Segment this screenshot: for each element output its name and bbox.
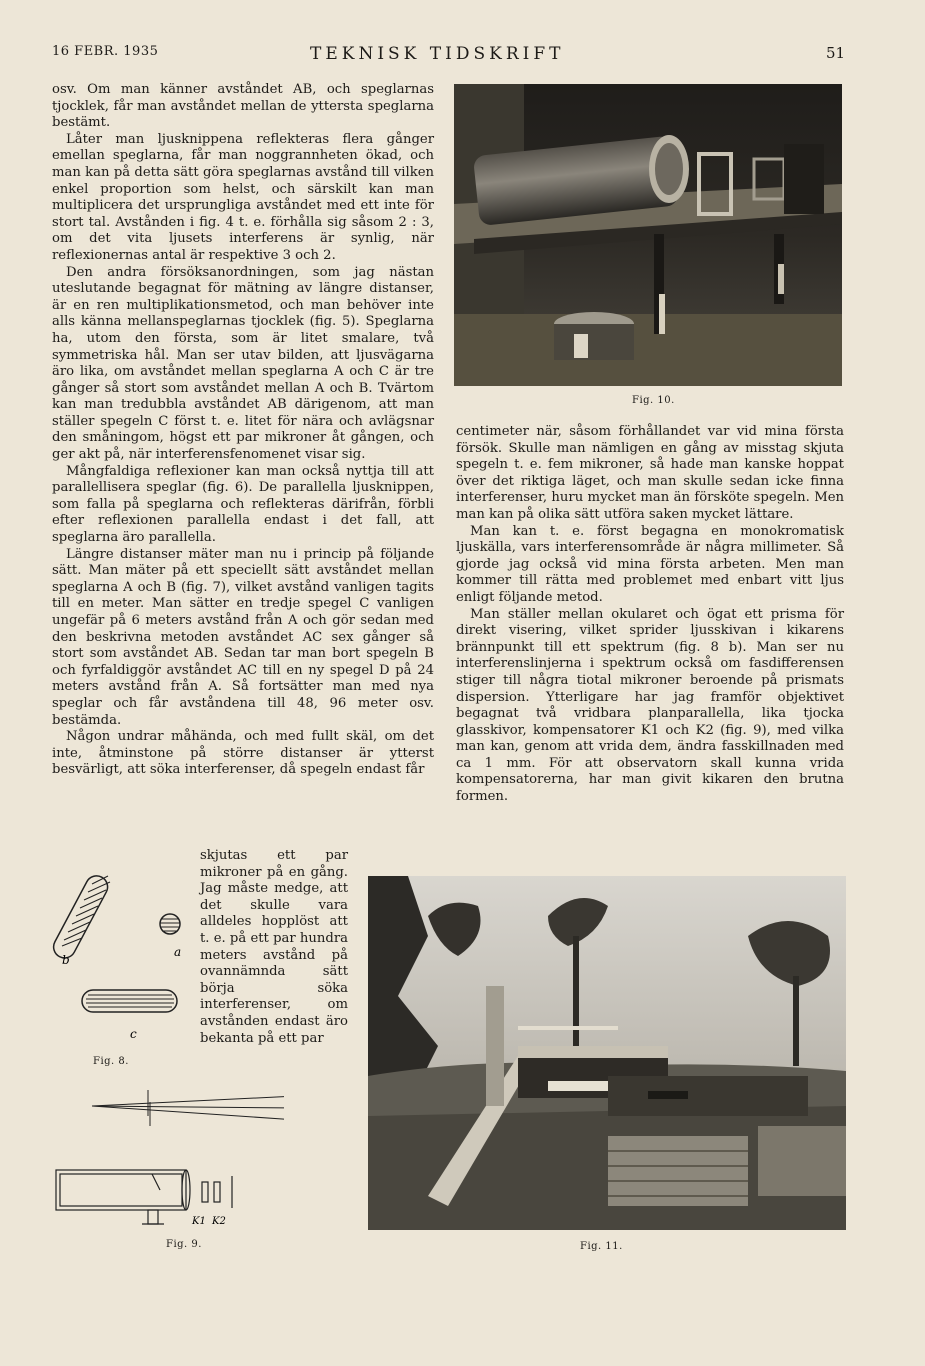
fig11-caption: Fig. 11. xyxy=(580,1241,623,1252)
outdoor-measurement-setup-picture xyxy=(368,876,846,1230)
fig9-label-k1: K1 xyxy=(192,1216,206,1227)
fig10-photo-telescope xyxy=(454,84,842,386)
fig8-drawing xyxy=(52,852,202,1062)
header-date: 16 FEBR. 1935 xyxy=(52,44,159,59)
fig9-ray-diagram xyxy=(92,1090,284,1126)
fig8-b-spectrum-inclined xyxy=(52,872,111,962)
fig8-c-spectrum-horizontal xyxy=(82,990,177,1012)
fig8-a-disc xyxy=(160,914,180,934)
fig9-label-k2: K2 xyxy=(212,1216,226,1227)
telescope-apparatus-picture xyxy=(454,84,842,386)
paragraph: Längre distanser mäter man nu i princip på följande sätt. Man mäter på ett speciellt sätt avståndet mellan speglarna A och B (fig. 7), vilket avstånd vanligen tagits till en meter. Man sätter en tredje spegel C vanligen ungefär på 6 meters avstånd från A och gör sedan med den beskrivna metoden avståndet AC sex gånger så stort som avståndet AB. Sedan tar man bort spegeln B och fyrfaldiggör avståndet AC till en ny spegel D på 24 meters avstånd från A. Så fortsätter man med nya speglar och får avståndena till 48, 96 meter osv. bestämda. xyxy=(52,546,434,728)
fig9-drawing xyxy=(52,1084,284,1234)
fig8-label-c: c xyxy=(130,1027,137,1041)
paragraph: skjutas ett par mikroner på en gång. Jag måste medge, att det skulle vara alldeles hopplöst att t. e. på ett par hundra meters avstånd på ovannämnda sätt börja söka interferenser, om avstånden endast äro bekanta på ett par xyxy=(200,848,348,1046)
text-column-left-continued xyxy=(200,848,348,1047)
fig10-caption: Fig. 10. xyxy=(632,395,675,406)
paragraph: Man ställer mellan okularet och ögat ett prisma för direkt visering, vilket sprider ljusskivan i kikarens brännpunkt till ett spektrum (fig. 8 b). Man ser nu interferenslinjerna i spektrum också om fasdifferensen stiger till några tiotal mikroner beroende på prismats dispersion. Ytterligare har jag framför objektivet begagnat två vridbara planparallella, lika tjocka glasskivor, kompensatorer K1 och K2 (fig. 9), med vilka man kan, genom att vrida dem, ändra fasskillnaden med ca 1 mm. För att observatorn skall kunna vrida kompensatorerna, har man givit kikaren den brutna formen. xyxy=(456,606,844,805)
paragraph: Man kan t. e. först begagna en monokromatisk ljuskälla, vars interferensområde är några millimeter. Så gjorde jag också vid mina första arbeten. Men man kommer till rätta med problemet med enbart vitt ljus enligt följande metod. xyxy=(456,523,844,605)
text-column-left xyxy=(52,82,434,779)
fig8-caption: Fig. 8. xyxy=(93,1056,129,1067)
header-page-number: 51 xyxy=(826,44,846,62)
paragraph: centimeter när, såsom förhållandet var vid mina första försök. Skulle man nämligen en gång av misstag skjuta spegeln t. e. fem mikroner, så hade man kanske hoppat över det riktiga läget, och man skulle sedan icke finna interferenser, huru mycket man än försköte spegeln. Men man kan på olika sätt utföra saken mycket lättare. xyxy=(456,424,844,522)
fig9-caption: Fig. 9. xyxy=(166,1239,202,1250)
fig8-label-b: b xyxy=(62,953,70,967)
text-column-right xyxy=(456,424,844,806)
paragraph: Den andra försöksanordningen, som jag nästan uteslutande begagnat för mätning av längre distanser, är en ren multiplikationsmetod, och man behöver inte alls känna mellanspeglarnas tjocklek (fig. 5). Speglarna ha, utom den första, som är litet smalare, två symmetriska hål. Man ser utav bilden, att ljusvägarna äro lika, om avståndet mellan speglarna A och C är tre gånger så stort som avståndet mellan A och B. Tvärtom kan man tredubbla avståndet AB därigenom, att man ställer spegeln C först t. e. litet för nära och avlägsnar den småningom, högst ett par mikroner åt gången, och ger akt på, när interferensfenomenet visar sig. xyxy=(52,264,434,463)
paragraph: Någon undrar måhända, och med fullt skäl, om det inte, åtminstone på större distanser är ytterst besvärligt, att söka interferenser, då spegeln endast får xyxy=(52,729,434,778)
header-journal-title: TEKNISK TIDSKRIFT xyxy=(310,44,565,64)
paragraph: Mångfaldiga reflexioner kan man också nyttja till att parallellisera speglar (fig. 6). De parallella ljusknippen, som falla på speglarna och reflekteras därifrån, förbli efter reflexionen parallella endast i det fall, att speglarna äro parallella. xyxy=(52,463,434,546)
paragraph: Låter man ljusknippena reflekteras flera gånger emellan speglarna, får man noggrannheten ökad, och man kan på detta sätt göra speglarnas avstånd till vilken enkel proportion som helst, och särskilt kan man multiplicera det ursprungliga avståndet med ett inte för stort tal. Avstånden i fig. 4 t. e. förhålla sig såsom 2 : 3, om det vita ljusets interferens är synlig, när reflexionernas antal är respektive 3 och 2. xyxy=(52,131,434,263)
fig8-label-a: a xyxy=(174,945,182,959)
fig11-photo-field-setup xyxy=(368,876,846,1230)
paragraph: osv. Om man känner avståndet AB, och speglarnas tjocklek, får man avståndet mellan de yttersta speglarna bestämt. xyxy=(52,82,434,131)
